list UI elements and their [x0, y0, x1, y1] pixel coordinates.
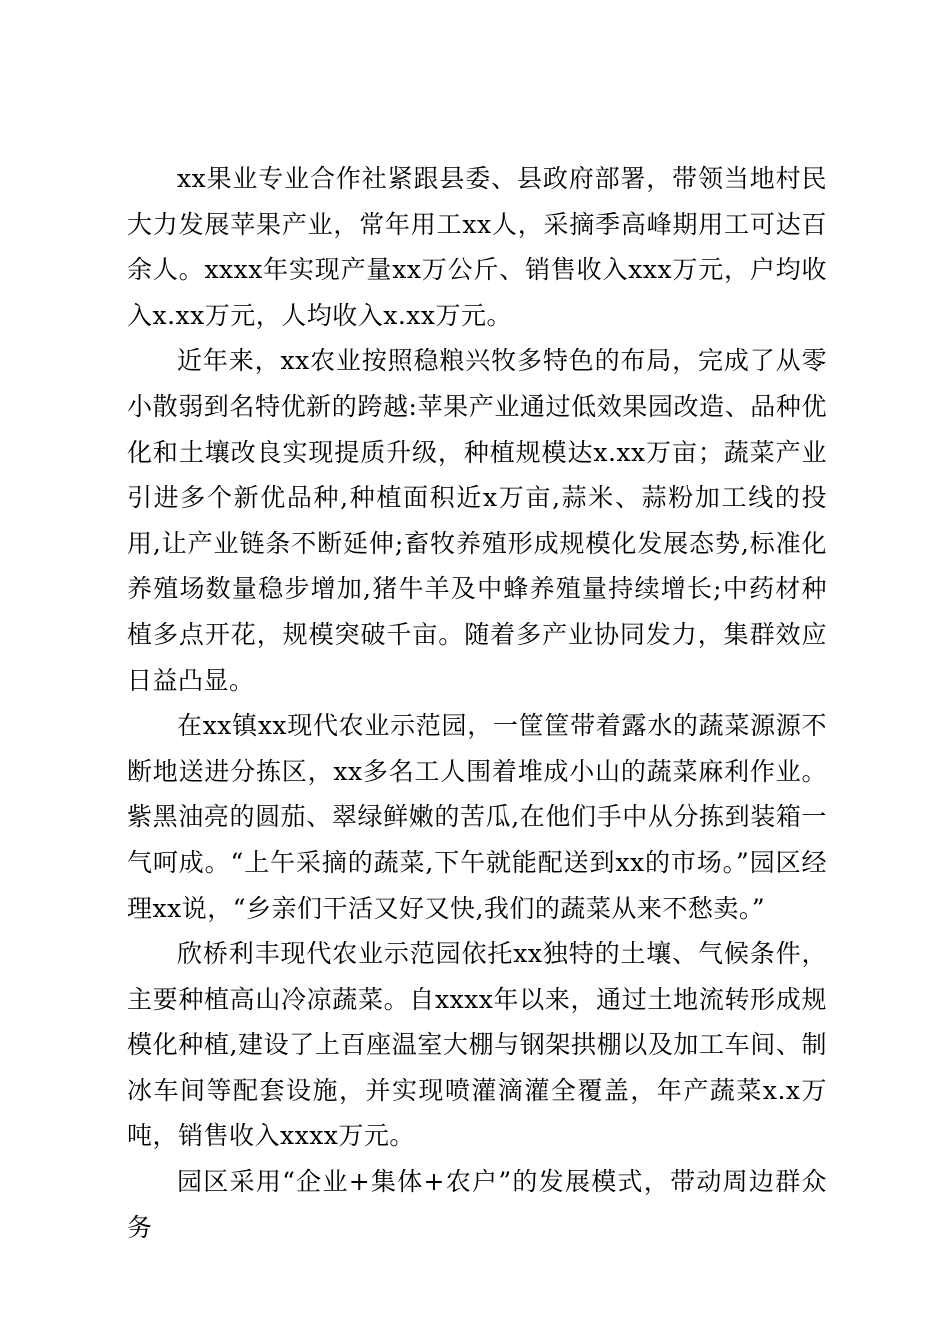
- paragraph-development-model: 园区采用“企业+集体+农户”的发展模式，带动周边群众务: [127, 1167, 827, 1242]
- paragraph-apple-cooperative: xx果业专业合作社紧跟县委、县政府部署，带领当地村民大力发展苹果产业，常年用工xx人，采摘季高峰期用工可达百余人。xxxx年实现产量xx万公斤、销售收入xxx万元，户均收入x.xx万元，人均收入x.xx万元。: [127, 164, 827, 330]
- paragraph-xinqiao-lifeng-park: 欣桥利丰现代农业示范园依托xx独特的土壤、气候条件，主要种植高山冷凉蔬菜。自xxxx年以来，通过土地流转形成规模化种植,建设了上百座温室大棚与钢架拱棚以及加工车间、制冰车间等配套设施，并实现喷灌滴灌全覆盖，年产蔬菜x.x万吨，销售收入xxxx万元。: [127, 939, 827, 1151]
- paragraph-industry-overview: 近年来，xx农业按照稳粮兴牧多特色的布局，完成了从零小散弱到名特优新的跨越:苹果产业通过低效果园改造、品种优化和土壤改良实现提质升级，种植规模达x.xx万亩；蔬菜产业引进多个新优品种,种植面积近x万亩,蒜米、蒜粉加工线的投用,让产业链条不断延伸;畜牧养殖形成规模化发展态势,标准化养殖场数量稳步增加,猪牛羊及中蜂养殖量持续增长;中药材种植多点开花，规模突破千亩。随着多产业协同发力，集群效应日益凸显。: [127, 346, 827, 695]
- paragraph-demo-park-sorting: 在xx镇xx现代农业示范园，一筐筐带着露水的蔬菜源源不断地送进分拣区，xx多名工人围着堆成小山的蔬菜麻利作业。紫黑油亮的圆茄、翠绿鲜嫩的苦瓜,在他们手中从分拣到装箱一气呵成。“上午采摘的蔬菜,下午就能配送到xx的市场。”园区经理xx说，“乡亲们干活又好又快,我们的蔬菜从来不愁卖。”: [127, 711, 827, 923]
- document-page: [127, 156, 827, 1250]
